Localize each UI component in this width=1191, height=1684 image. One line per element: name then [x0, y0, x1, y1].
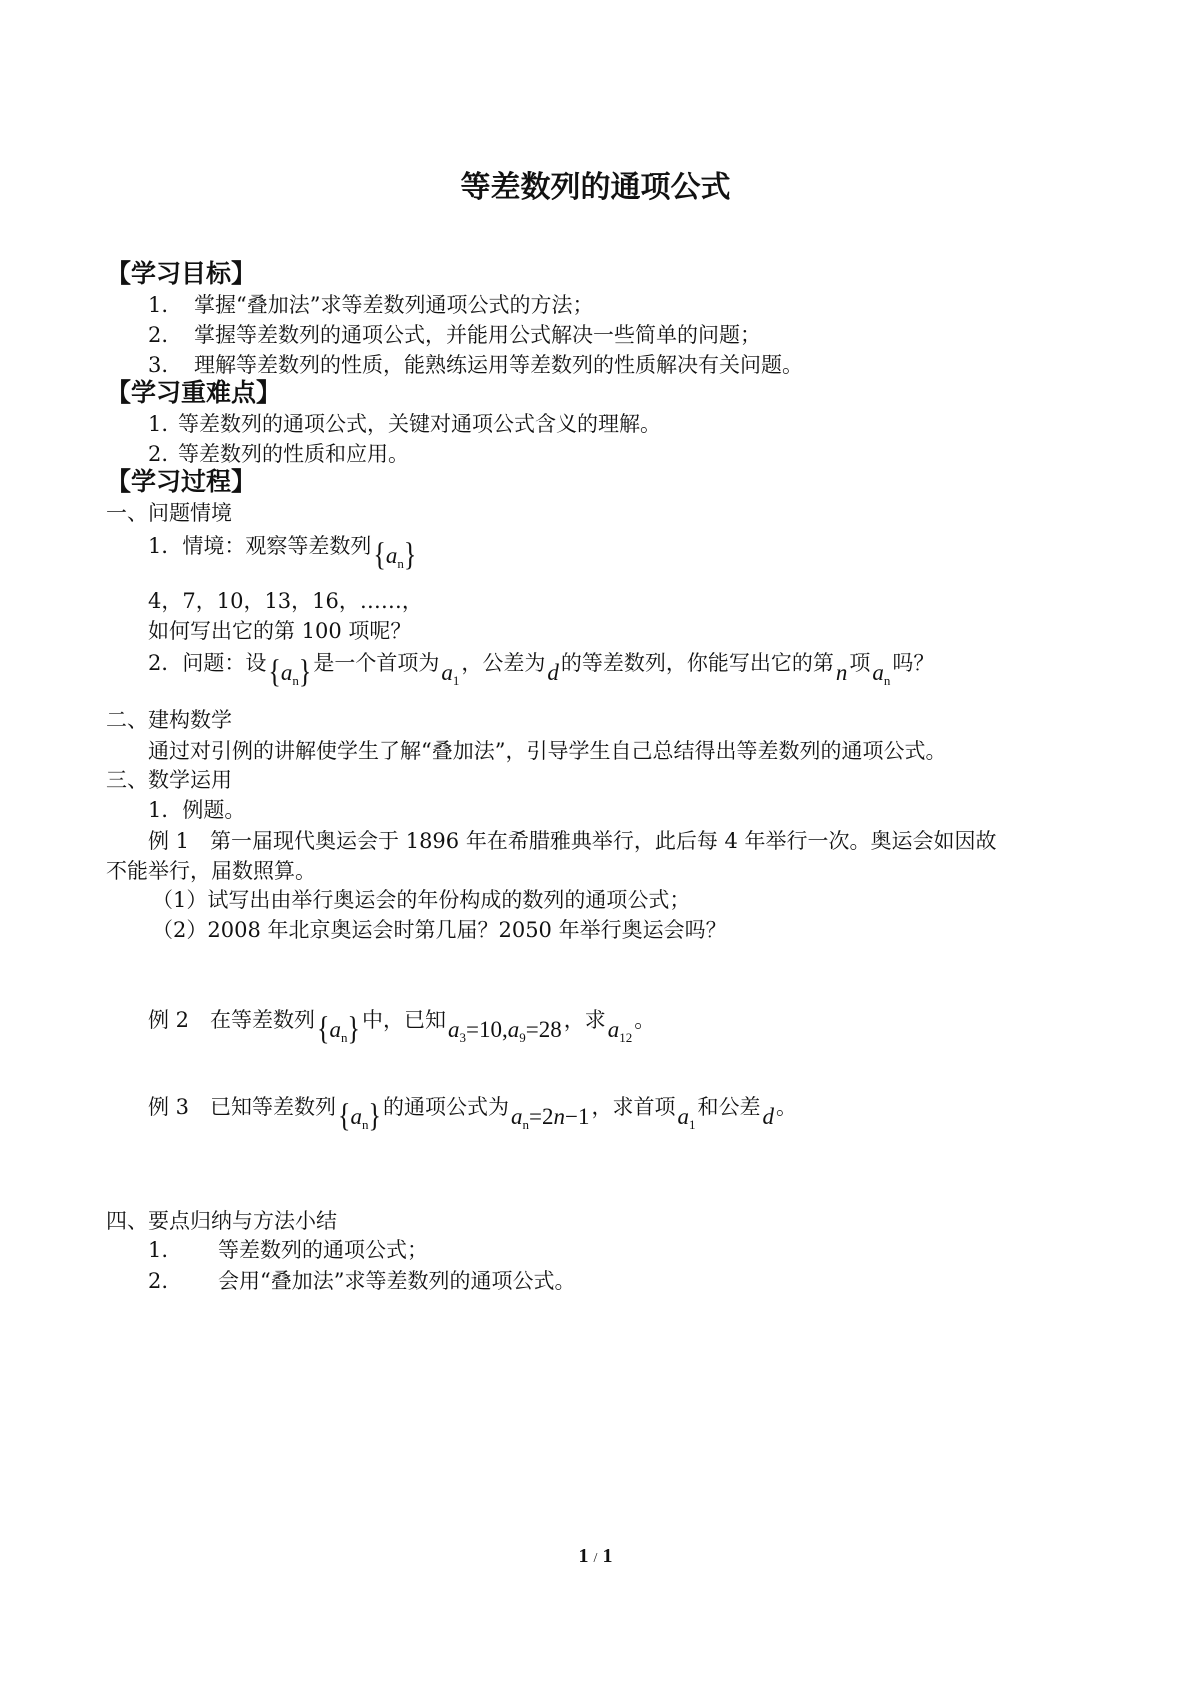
sequence-symbol: $\{a_n\}$ [338, 1097, 382, 1134]
key-point-2 [148, 440, 409, 468]
goal-text: 掌握等差数列的通项公式，并能用公式解决一些简单的问题； [194, 323, 762, 347]
nth-term-symbol: $a_n$ [872, 660, 891, 688]
goal-number: 3. [148, 353, 169, 377]
general-term-formula: $a_n=2n-1$ [511, 1104, 590, 1132]
part2-heading: 二、建构数学 [106, 708, 232, 732]
example1-line2: 不能举行，届数照算。 [106, 859, 316, 883]
summary-item-1 [148, 1236, 428, 1264]
process-heading: 【学习过程】 [106, 467, 257, 496]
first-term-symbol: $a_1$ [677, 1104, 696, 1132]
goal-text: 理解等差数列的性质，能熟练运用等差数列的性质解决有关问题。 [194, 353, 804, 377]
goal-number: 1. [148, 293, 169, 317]
example2-text: 例 2 在等差数列 [148, 1008, 316, 1032]
part2-text: 通过对引例的讲解使学生了解“叠加法”，引导学生自己总结得出等差数列的通项公式。 [148, 739, 947, 763]
summary-number: 2. [148, 1269, 169, 1293]
goal-item-1 [148, 291, 594, 319]
key-point-text: 等差数列的性质和应用。 [178, 442, 410, 466]
situation-text: 1．情境：观察等差数列 [148, 534, 372, 558]
example3-text: 的通项公式为 [383, 1095, 510, 1119]
common-difference-symbol: d [547, 660, 559, 685]
example2-text: ，求 [563, 1008, 606, 1032]
part4-heading: 四、要点归纳与方法小结 [106, 1209, 337, 1233]
page-separator: / [593, 1551, 598, 1566]
example3 [148, 1093, 797, 1139]
first-term-symbol: $a_1$ [441, 660, 460, 688]
part3-heading: 三、数学运用 [106, 768, 232, 792]
example2-text: 。 [634, 1008, 656, 1032]
page-number [0, 1545, 1191, 1568]
example3-text: ，求首项 [591, 1095, 676, 1119]
target-term-symbol: $a_{12}$ [607, 1017, 633, 1045]
example1-question2: （2）2008 年北京奥运会时第几届？2050 年举行奥运会吗？ [152, 918, 727, 942]
sequence-values: 4，7，10，13，16，……， [148, 589, 423, 613]
key-point-number: 2. [148, 442, 169, 466]
current-page: 1 [578, 1545, 589, 1567]
example2-text: 中，已知 [362, 1008, 447, 1032]
goal-number: 2. [148, 323, 169, 347]
example2-equation: $a_3=10,a_9=28$ [448, 1017, 562, 1045]
examples-label: 1．例题。 [148, 798, 246, 822]
question-100th-term: 如何写出它的第 100 项呢？ [148, 619, 412, 643]
problem-text: 2．问题：设 [148, 651, 267, 675]
key-point-number: 1. [148, 412, 169, 436]
problem-text: 吗？ [892, 651, 935, 675]
problem-text: ，公差为 [461, 651, 546, 675]
example1-line1: 例 1 第一届现代奥运会于 1896 年在希腊雅典举行，此后每 4 年举行一次。奥运会如因故 [148, 829, 997, 853]
example2 [148, 1006, 655, 1052]
goal-item-2 [148, 321, 761, 349]
n-symbol: n [835, 660, 848, 685]
summary-text: 等差数列的通项公式； [218, 1238, 429, 1262]
example3-text: 例 3 已知等差数列 [148, 1095, 337, 1119]
example1-question1: （1）试写出由举行奥运会的年份构成的数列的通项公式； [152, 888, 691, 912]
problem-line [148, 649, 934, 695]
key-point-1 [148, 410, 661, 438]
goal-text: 掌握“叠加法”求等差数列通项公式的方法； [194, 293, 594, 317]
key-point-text: 等差数列的通项公式，关键对通项公式含义的理解。 [178, 412, 662, 436]
page-title: 等差数列的通项公式 [460, 170, 731, 205]
goals-heading: 【学习目标】 [106, 259, 257, 288]
sequence-symbol: $\{a_n\}$ [373, 536, 417, 573]
sequence-symbol: $\{a_n\}$ [317, 1010, 361, 1047]
problem-text: 是一个首项为 [313, 651, 440, 675]
summary-text: 会用“叠加法”求等差数列的通项公式。 [218, 1269, 576, 1293]
example3-text: 和公差 [697, 1095, 761, 1119]
key-points-heading: 【学习重难点】 [106, 378, 282, 407]
summary-item-2 [148, 1267, 576, 1295]
goal-item-3 [148, 351, 803, 379]
summary-number: 1. [148, 1238, 169, 1262]
total-pages: 1 [602, 1545, 613, 1567]
example3-text: 。 [775, 1095, 797, 1119]
situation-line [148, 532, 418, 578]
part1-heading: 一、问题情境 [106, 501, 232, 525]
problem-text: 项 [849, 651, 871, 675]
sequence-symbol: $\{a_n\}$ [268, 653, 312, 690]
common-difference-symbol: d [762, 1104, 774, 1129]
problem-text: 的等差数列，你能写出它的第 [560, 651, 834, 675]
